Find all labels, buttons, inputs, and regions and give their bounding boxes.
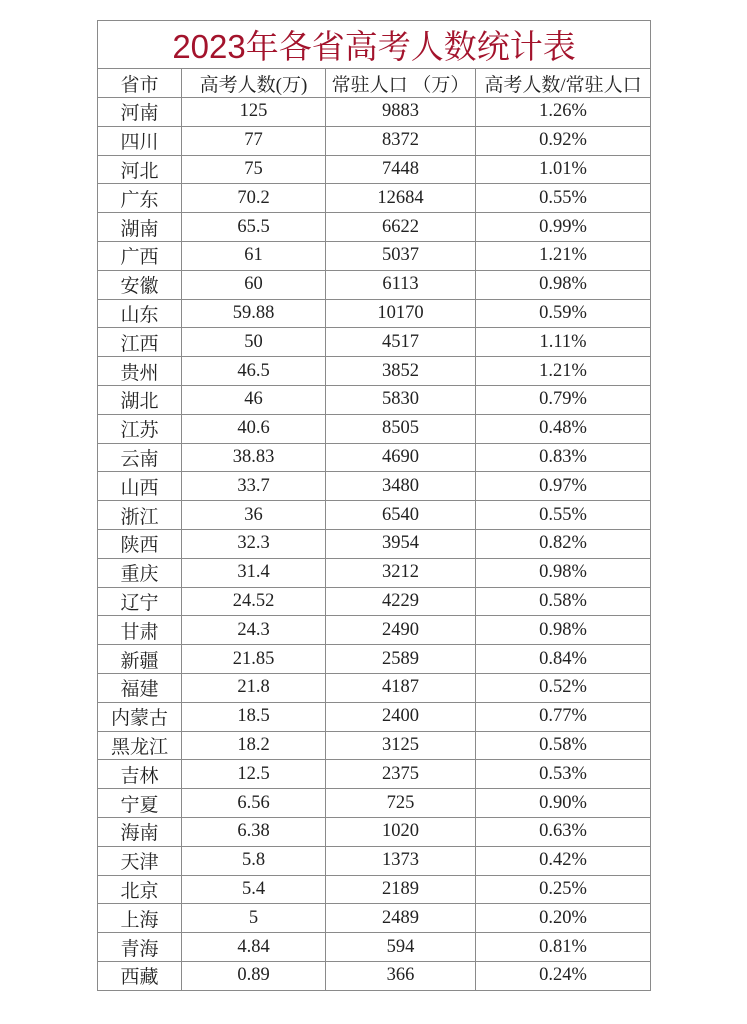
table-row bbox=[98, 731, 651, 760]
province-cell: 青海 bbox=[98, 933, 182, 962]
population-cell: 3480 bbox=[326, 472, 476, 501]
ratio-cell: 0.92% bbox=[476, 126, 651, 155]
exam-count-cell: 18.2 bbox=[182, 731, 326, 760]
title-row bbox=[98, 21, 651, 69]
table-row bbox=[98, 501, 651, 530]
table-row bbox=[98, 789, 651, 818]
exam-count-cell: 65.5 bbox=[182, 213, 326, 242]
province-cell: 内蒙古 bbox=[98, 702, 182, 731]
exam-count-cell: 6.56 bbox=[182, 789, 326, 818]
ratio-cell: 0.53% bbox=[476, 760, 651, 789]
exam-count-cell: 31.4 bbox=[182, 558, 326, 587]
ratio-cell: 1.01% bbox=[476, 155, 651, 184]
province-cell: 云南 bbox=[98, 443, 182, 472]
table-row bbox=[98, 184, 651, 213]
exam-count-cell: 70.2 bbox=[182, 184, 326, 213]
ratio-cell: 0.25% bbox=[476, 875, 651, 904]
ratio-cell: 0.82% bbox=[476, 529, 651, 558]
province-cell: 天津 bbox=[98, 846, 182, 875]
population-cell: 2189 bbox=[326, 875, 476, 904]
table-row bbox=[98, 760, 651, 789]
table-row bbox=[98, 904, 651, 933]
ratio-cell: 0.83% bbox=[476, 443, 651, 472]
ratio-cell: 1.11% bbox=[476, 328, 651, 357]
province-cell: 安徽 bbox=[98, 270, 182, 299]
ratio-cell: 0.42% bbox=[476, 846, 651, 875]
population-cell: 2589 bbox=[326, 645, 476, 674]
exam-count-cell: 33.7 bbox=[182, 472, 326, 501]
exam-count-cell: 24.52 bbox=[182, 587, 326, 616]
ratio-cell: 1.26% bbox=[476, 98, 651, 127]
population-cell: 5037 bbox=[326, 241, 476, 270]
province-cell: 辽宁 bbox=[98, 587, 182, 616]
ratio-cell: 0.81% bbox=[476, 933, 651, 962]
table-row bbox=[98, 817, 651, 846]
table-row bbox=[98, 933, 651, 962]
exam-count-cell: 5.8 bbox=[182, 846, 326, 875]
table-row bbox=[98, 875, 651, 904]
province-cell: 浙江 bbox=[98, 501, 182, 530]
exam-count-cell: 75 bbox=[182, 155, 326, 184]
exam-count-cell: 77 bbox=[182, 126, 326, 155]
header-row bbox=[98, 69, 651, 98]
ratio-cell: 1.21% bbox=[476, 357, 651, 386]
header-exam-count: 高考人数(万) bbox=[182, 69, 326, 98]
exam-count-cell: 18.5 bbox=[182, 702, 326, 731]
population-cell: 2490 bbox=[326, 616, 476, 645]
province-cell: 新疆 bbox=[98, 645, 182, 674]
ratio-cell: 0.77% bbox=[476, 702, 651, 731]
table-row bbox=[98, 558, 651, 587]
ratio-cell: 0.55% bbox=[476, 501, 651, 530]
population-cell: 725 bbox=[326, 789, 476, 818]
population-cell: 6113 bbox=[326, 270, 476, 299]
population-cell: 6622 bbox=[326, 213, 476, 242]
exam-count-cell: 12.5 bbox=[182, 760, 326, 789]
population-cell: 9883 bbox=[326, 98, 476, 127]
exam-count-cell: 5 bbox=[182, 904, 326, 933]
table-row bbox=[98, 155, 651, 184]
population-cell: 4690 bbox=[326, 443, 476, 472]
table-title: 2023年各省高考人数统计表 bbox=[98, 21, 651, 69]
ratio-cell: 0.98% bbox=[476, 270, 651, 299]
population-cell: 12684 bbox=[326, 184, 476, 213]
province-cell: 湖北 bbox=[98, 385, 182, 414]
province-cell: 海南 bbox=[98, 817, 182, 846]
population-cell: 4187 bbox=[326, 673, 476, 702]
table-row bbox=[98, 702, 651, 731]
header-province: 省市 bbox=[98, 69, 182, 98]
table-row bbox=[98, 472, 651, 501]
exam-count-cell: 6.38 bbox=[182, 817, 326, 846]
exam-count-cell: 32.3 bbox=[182, 529, 326, 558]
population-cell: 2400 bbox=[326, 702, 476, 731]
province-cell: 贵州 bbox=[98, 357, 182, 386]
ratio-cell: 0.79% bbox=[476, 385, 651, 414]
table-row bbox=[98, 385, 651, 414]
exam-count-cell: 125 bbox=[182, 98, 326, 127]
province-cell: 宁夏 bbox=[98, 789, 182, 818]
province-cell: 重庆 bbox=[98, 558, 182, 587]
ratio-cell: 0.97% bbox=[476, 472, 651, 501]
province-cell: 河北 bbox=[98, 155, 182, 184]
ratio-cell: 1.21% bbox=[476, 241, 651, 270]
ratio-cell: 0.90% bbox=[476, 789, 651, 818]
exam-count-cell: 50 bbox=[182, 328, 326, 357]
population-cell: 366 bbox=[326, 961, 476, 990]
table-row bbox=[98, 414, 651, 443]
exam-count-cell: 60 bbox=[182, 270, 326, 299]
exam-count-cell: 0.89 bbox=[182, 961, 326, 990]
gaokao-statistics-table bbox=[97, 20, 651, 991]
ratio-cell: 0.63% bbox=[476, 817, 651, 846]
table-row bbox=[98, 645, 651, 674]
header-ratio: 高考人数/常驻人口 bbox=[476, 69, 651, 98]
province-cell: 广西 bbox=[98, 241, 182, 270]
ratio-cell: 0.98% bbox=[476, 616, 651, 645]
population-cell: 5830 bbox=[326, 385, 476, 414]
population-cell: 8505 bbox=[326, 414, 476, 443]
exam-count-cell: 36 bbox=[182, 501, 326, 530]
table-row bbox=[98, 328, 651, 357]
population-cell: 4517 bbox=[326, 328, 476, 357]
exam-count-cell: 5.4 bbox=[182, 875, 326, 904]
table-row bbox=[98, 98, 651, 127]
exam-count-cell: 46 bbox=[182, 385, 326, 414]
province-cell: 广东 bbox=[98, 184, 182, 213]
population-cell: 594 bbox=[326, 933, 476, 962]
ratio-cell: 0.84% bbox=[476, 645, 651, 674]
province-cell: 江苏 bbox=[98, 414, 182, 443]
table-row bbox=[98, 126, 651, 155]
ratio-cell: 0.55% bbox=[476, 184, 651, 213]
population-cell: 1020 bbox=[326, 817, 476, 846]
population-cell: 7448 bbox=[326, 155, 476, 184]
table-row bbox=[98, 299, 651, 328]
exam-count-cell: 21.85 bbox=[182, 645, 326, 674]
ratio-cell: 0.58% bbox=[476, 731, 651, 760]
province-cell: 西藏 bbox=[98, 961, 182, 990]
province-cell: 湖南 bbox=[98, 213, 182, 242]
population-cell: 4229 bbox=[326, 587, 476, 616]
province-cell: 江西 bbox=[98, 328, 182, 357]
province-cell: 陕西 bbox=[98, 529, 182, 558]
ratio-cell: 0.52% bbox=[476, 673, 651, 702]
table-row bbox=[98, 616, 651, 645]
exam-count-cell: 24.3 bbox=[182, 616, 326, 645]
ratio-cell: 0.48% bbox=[476, 414, 651, 443]
table-row bbox=[98, 213, 651, 242]
province-cell: 甘肃 bbox=[98, 616, 182, 645]
exam-count-cell: 59.88 bbox=[182, 299, 326, 328]
province-cell: 山西 bbox=[98, 472, 182, 501]
province-cell: 山东 bbox=[98, 299, 182, 328]
ratio-cell: 0.58% bbox=[476, 587, 651, 616]
exam-count-cell: 4.84 bbox=[182, 933, 326, 962]
ratio-cell: 0.98% bbox=[476, 558, 651, 587]
table-body bbox=[98, 98, 651, 991]
province-cell: 上海 bbox=[98, 904, 182, 933]
exam-count-cell: 40.6 bbox=[182, 414, 326, 443]
population-cell: 8372 bbox=[326, 126, 476, 155]
table-row bbox=[98, 443, 651, 472]
table-row bbox=[98, 357, 651, 386]
ratio-cell: 0.99% bbox=[476, 213, 651, 242]
population-cell: 10170 bbox=[326, 299, 476, 328]
population-cell: 3954 bbox=[326, 529, 476, 558]
province-cell: 北京 bbox=[98, 875, 182, 904]
table-row bbox=[98, 587, 651, 616]
exam-count-cell: 46.5 bbox=[182, 357, 326, 386]
population-cell: 2375 bbox=[326, 760, 476, 789]
table-row bbox=[98, 961, 651, 990]
population-cell: 2489 bbox=[326, 904, 476, 933]
province-cell: 河南 bbox=[98, 98, 182, 127]
population-cell: 1373 bbox=[326, 846, 476, 875]
province-cell: 福建 bbox=[98, 673, 182, 702]
exam-count-cell: 38.83 bbox=[182, 443, 326, 472]
table-row bbox=[98, 241, 651, 270]
table-row bbox=[98, 270, 651, 299]
population-cell: 6540 bbox=[326, 501, 476, 530]
population-cell: 3212 bbox=[326, 558, 476, 587]
province-cell: 黑龙江 bbox=[98, 731, 182, 760]
exam-count-cell: 21.8 bbox=[182, 673, 326, 702]
ratio-cell: 0.59% bbox=[476, 299, 651, 328]
population-cell: 3852 bbox=[326, 357, 476, 386]
table-row bbox=[98, 529, 651, 558]
exam-count-cell: 61 bbox=[182, 241, 326, 270]
ratio-cell: 0.20% bbox=[476, 904, 651, 933]
province-cell: 吉林 bbox=[98, 760, 182, 789]
table-row bbox=[98, 846, 651, 875]
province-cell: 四川 bbox=[98, 126, 182, 155]
table-row bbox=[98, 673, 651, 702]
header-population: 常驻人口 （万） bbox=[326, 69, 476, 98]
ratio-cell: 0.24% bbox=[476, 961, 651, 990]
population-cell: 3125 bbox=[326, 731, 476, 760]
